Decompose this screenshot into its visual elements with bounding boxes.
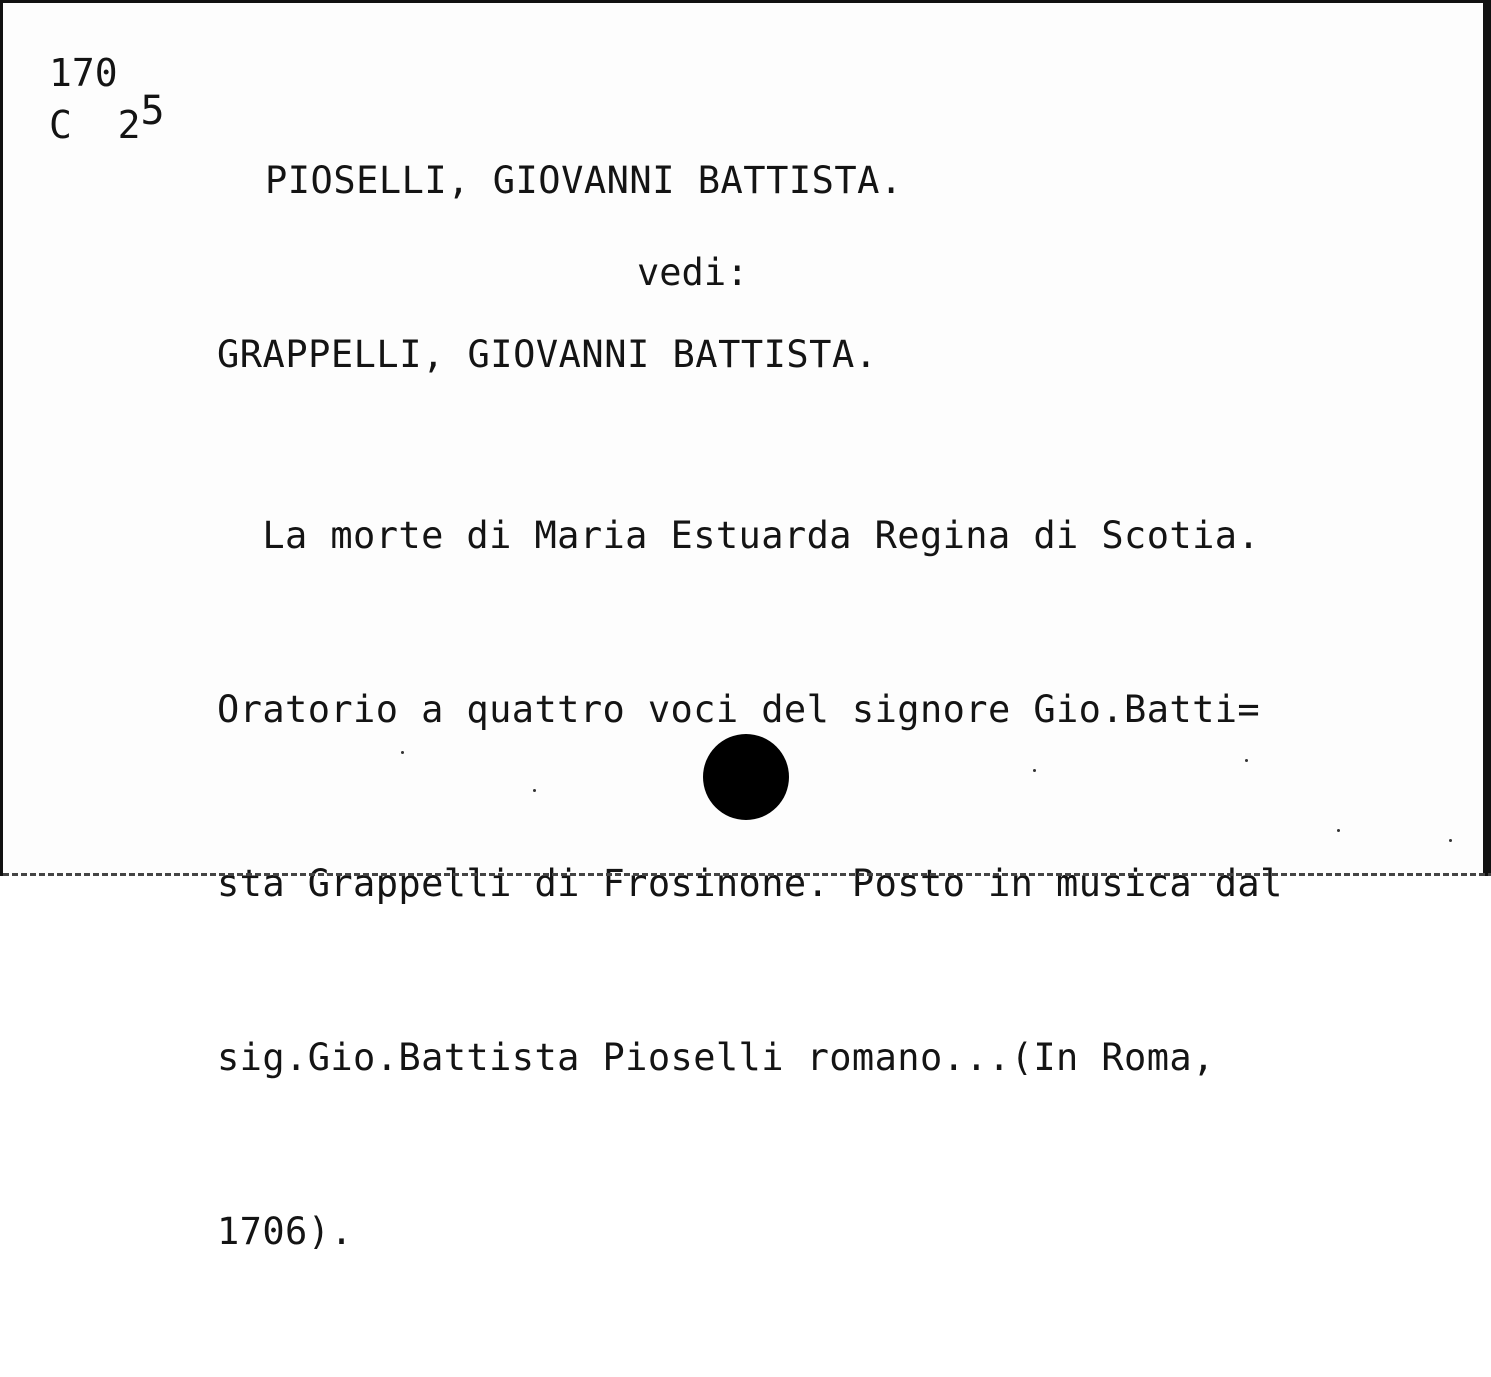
call-number-line-1: 170 [49, 51, 118, 95]
see-reference-label: vedi: [637, 251, 749, 294]
punch-hole [703, 734, 789, 820]
speck [1245, 759, 1248, 762]
call-number [49, 47, 165, 151]
call-number-superscript: 5 [140, 88, 165, 134]
speck [533, 789, 536, 792]
call-number-line-2-main: C 2 [49, 103, 141, 147]
description-line: sta Grappelli di Frosinone. Posto in musica dal [217, 862, 1283, 905]
description-line: La morte di Maria Estuarda Regina di Scotia. [217, 514, 1261, 557]
call-number-line-2 [49, 88, 165, 151]
speck [401, 751, 404, 754]
description-line: Oratorio a quattro voci del signore Gio.Batti= [217, 688, 1261, 731]
description-line: 1706). [217, 1210, 354, 1253]
speck [1337, 829, 1340, 832]
speck [1449, 839, 1452, 842]
bibliographic-description [217, 391, 1283, 1377]
speck [1033, 769, 1036, 772]
see-reference-target: GRAPPELLI, GIOVANNI BATTISTA. [217, 333, 878, 376]
entry-heading: PIOSELLI, GIOVANNI BATTISTA. [265, 159, 903, 202]
description-line: sig.Gio.Battista Pioselli romano...(In Roma, [217, 1036, 1215, 1079]
